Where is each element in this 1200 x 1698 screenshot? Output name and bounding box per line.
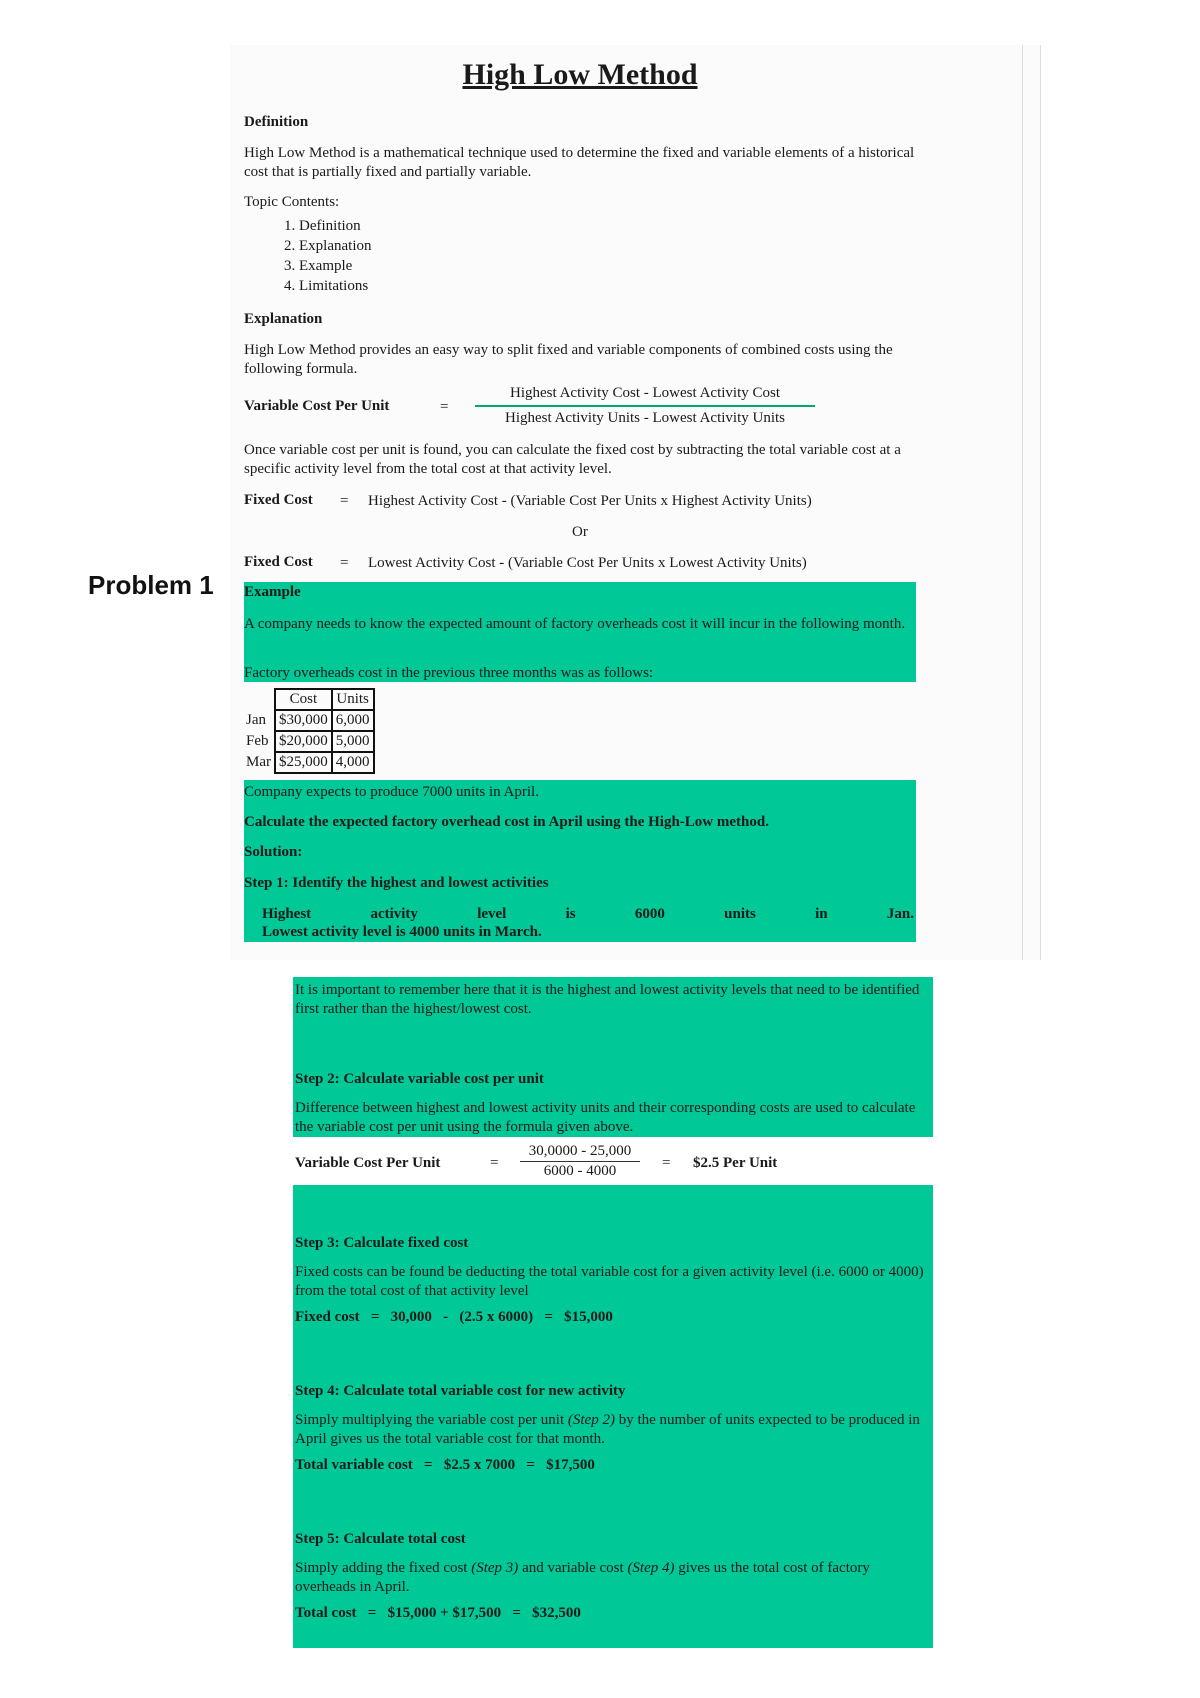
expects-text: Company expects to produce 7000 units in April. (244, 784, 539, 800)
vc-label-2: Variable Cost Per Unit (295, 1155, 441, 1171)
step4-text: Simply multiplying the variable cost per unit (Step 2) by the number of units expected to be produced in April gives us the total variable cost for that month. (295, 1412, 920, 1447)
vc-calc-fraction (520, 1142, 640, 1181)
step3-text: Fixed costs can be found be deducting the total variable cost for a given activity level (i.e. 6000 or 4000) from the total cost of that activity level (295, 1264, 924, 1299)
page-title: High Low Method (462, 58, 698, 91)
column-header: Cost (275, 689, 332, 710)
column-header: Units (332, 689, 374, 710)
table-header-row (243, 689, 374, 710)
equals-sign: = (340, 493, 349, 509)
units-cell: 5,000 (332, 731, 374, 752)
explanation-text-2: Once variable cost per unit is found, you can calculate the fixed cost by subtracting the total variable cost at a specific activity level from the total cost at that activity level. (244, 442, 901, 477)
fixed-cost-label: Fixed Cost (244, 554, 313, 570)
topic-item: 1. Definition (299, 216, 371, 236)
explanation-text: High Low Method provides an easy way to split fixed and variable components of combined costs using the following formula. (244, 342, 893, 377)
step3-heading: Step 3: Calculate fixed cost (295, 1235, 469, 1251)
formula-numerator: Highest Activity Cost - Lowest Activity Cost (475, 384, 815, 407)
equals-sign: = (490, 1155, 499, 1171)
vc-result: $2.5 Per Unit (693, 1155, 778, 1171)
fixed-formula-high: Highest Activity Cost - (Variable Cost Per Units x Highest Activity Units) (368, 493, 812, 509)
cost-cell: $20,000 (275, 731, 332, 752)
month-cell: Mar (246, 754, 271, 770)
step4-heading: Step 4: Calculate total variable cost for new activity (295, 1383, 626, 1399)
total-variable-cost-calc: Total variable cost = $2.5 x 7000 = $17,500 (295, 1457, 595, 1473)
explanation-heading: Explanation (244, 311, 323, 327)
fixed-cost-calc: Fixed cost = 30,000 - (2.5 x 6000) = $15,000 (295, 1309, 613, 1325)
vc-label: Variable Cost Per Unit (244, 398, 390, 414)
definition-heading: Definition (244, 114, 309, 130)
example-highlight (244, 582, 916, 682)
or-text: Or (572, 524, 588, 540)
table-row (243, 752, 374, 773)
equals-sign: = (340, 555, 349, 571)
example-text: A company needs to know the expected amount of factory overheads cost it will incur in the following month. (244, 616, 906, 632)
note-text: It is important to remember here that it is the highest and lowest activity levels that need to be identified first rather than the highest/lowest cost. (295, 982, 920, 1017)
calc-denominator: 6000 - 4000 (543, 1163, 617, 1179)
page-divider (1022, 45, 1023, 960)
topic-item: 3. Example (299, 256, 371, 276)
topic-item: 4. Limitations (299, 276, 371, 296)
question-text: Calculate the expected factory overhead cost in April using the High-Low method. (244, 814, 769, 830)
solution-heading: Solution: (244, 844, 303, 860)
vc-formula (475, 384, 815, 428)
topic-item: 2. Explanation (299, 236, 371, 256)
cost-cell: $25,000 (275, 752, 332, 773)
example-heading: Example (244, 584, 301, 600)
note-highlight (293, 977, 933, 1137)
topics-label: Topic Contents: (244, 194, 340, 210)
step1-line-2: Lowest activity level is 4000 units in March. (262, 924, 542, 940)
steps-highlight (293, 1185, 933, 1648)
definition-text: High Low Method is a mathematical technique used to determine the fixed and variable elements of a historical cost that is partially fixed and partially variable. (244, 145, 915, 180)
problem-label: Problem 1 (88, 570, 214, 600)
month-cell: Jan (246, 712, 266, 728)
equals-sign: = (662, 1155, 671, 1171)
month-cell: Feb (246, 733, 269, 749)
units-cell: 6,000 (332, 710, 374, 731)
equals-sign: = (440, 399, 449, 415)
calc-numerator: 30,0000 - 25,000 (520, 1142, 640, 1162)
page-divider (1040, 45, 1041, 960)
formula-denominator: Highest Activity Units - Lowest Activity Units (505, 410, 785, 426)
total-cost-calc: Total cost = $15,000 + $17,500 = $32,500 (295, 1605, 581, 1621)
step5-heading: Step 5: Calculate total cost (295, 1531, 466, 1547)
table-row (243, 710, 374, 731)
fixed-formula-low: Lowest Activity Cost - (Variable Cost Per Units x Lowest Activity Units) (368, 555, 807, 571)
example-text-2: Factory overheads cost in the previous three months was as follows: (244, 665, 654, 681)
units-cell: 4,000 (332, 752, 374, 773)
step1-heading: Step 1: Identify the highest and lowest activities (244, 875, 549, 891)
cost-table (243, 688, 375, 774)
cost-cell: $30,000 (275, 710, 332, 731)
topics-list (244, 216, 371, 296)
step1-line: Highest activity level is 6000 units in Jan. (262, 906, 914, 922)
solution-highlight (244, 780, 916, 942)
step5-text: Simply adding the fixed cost (Step 3) and variable cost (Step 4) gives us the total cost of factory overheads in April. (295, 1560, 870, 1595)
step2-text: Difference between highest and lowest activity units and their corresponding costs are used to calculate the variable cost per unit using the formula given above. (295, 1100, 916, 1135)
fixed-cost-label: Fixed Cost (244, 492, 313, 508)
step2-heading: Step 2: Calculate variable cost per unit (295, 1071, 544, 1087)
table-row (243, 731, 374, 752)
